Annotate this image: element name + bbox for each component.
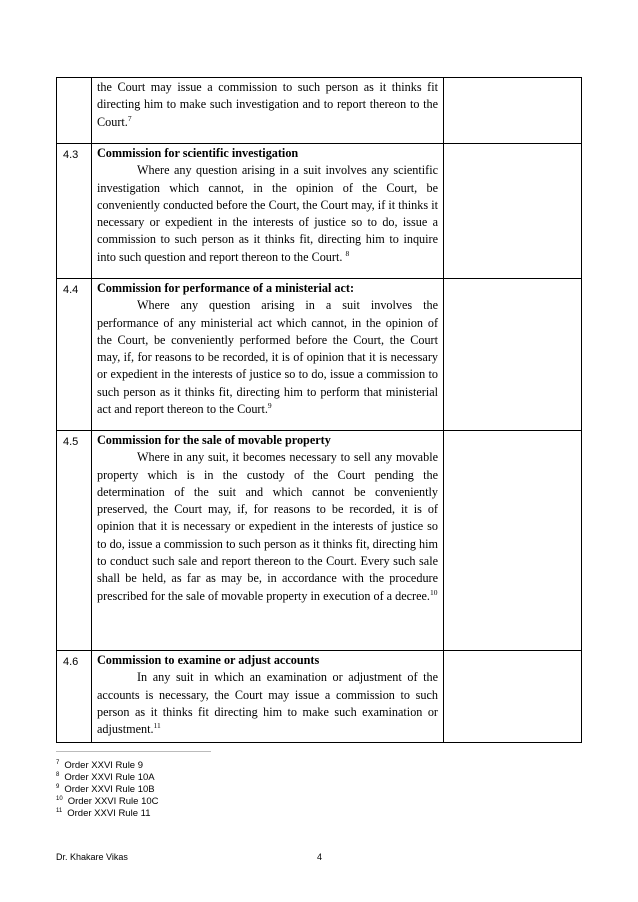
footnote-text: Order XXVI Rule 10C (67, 796, 159, 808)
table-row (57, 431, 582, 651)
footnote (56, 772, 159, 784)
footnote-ref[interactable]: 9 (267, 401, 272, 411)
table-row (57, 144, 582, 279)
footnote-ref[interactable]: 7 (127, 113, 132, 123)
footnote-ref[interactable]: 11 (153, 721, 161, 731)
section-heading: Commission to examine or adjust accounts (97, 653, 320, 667)
footnote-separator (56, 751, 211, 752)
section-body (92, 279, 444, 431)
footnote-ref[interactable]: 8 (345, 248, 350, 258)
footnote-number: 9 (56, 784, 60, 791)
footnote-ref[interactable]: 10 (429, 587, 438, 597)
footer-author: Dr. Khakare Vikas (56, 852, 128, 862)
section-number: 4.5 (57, 431, 92, 651)
section-heading: Commission for performance of a ministerial act: (97, 281, 355, 295)
section-body (92, 431, 444, 651)
section-body (92, 651, 444, 743)
remarks-cell (444, 144, 582, 279)
section-heading: Commission for the sale of movable property (97, 433, 331, 447)
section-text: In any suit in which an examination or adjustment of the accounts is necessary, the Court may issue a commission to such person as it thinks fit directing him to make such examination or adjustment. (97, 670, 438, 737)
table-row (57, 78, 582, 144)
section-number: 4.6 (57, 651, 92, 743)
remarks-cell (444, 431, 582, 651)
footnotes (56, 760, 159, 820)
footnote-number: 10 (56, 796, 63, 803)
section-text: Where any question arising in a suit involves any scientific investigation which cannot, in the opinion of the Court, be conveniently conducted before the Court, the Court may, if it thinks it necessary or expedient in the interests of justice so to do, issue a commission to such person as it thinks fit, directing him to inquire into such question and report thereon to the Court. (97, 163, 438, 264)
page-number: 4 (317, 852, 323, 862)
section-text: Where in any suit, it becomes necessary to sell any movable property which is in the custody of the Court pending the determination of the suit and which cannot be conveniently preserved, the Court may, if, for reasons to be recorded, it is of opinion that it is necessary or expedient in the interests of justice so to do, issue a commission to such person as it thinks fit, directing him to conduct such sale and report thereon to the Court. Every such sale shall be held, as far as may be, in accordance with the procedure prescribed for the sale of movable property in execution of a decree. (97, 450, 438, 603)
footnote-number: 8 (56, 772, 60, 779)
footnote (56, 796, 159, 808)
table-row (57, 279, 582, 431)
footnote-text: Order XXVI Rule 10B (64, 784, 155, 796)
section-number: 4.4 (57, 279, 92, 431)
footnote (56, 784, 159, 796)
section-body (92, 144, 444, 279)
footnote (56, 760, 159, 772)
footnote (56, 808, 159, 820)
footnote-text: Order XXVI Rule 11 (67, 808, 151, 820)
table-row (57, 651, 582, 743)
remarks-cell (444, 651, 582, 743)
footnote-number: 11 (56, 808, 63, 815)
section-body (92, 78, 444, 144)
footnote-text: Order XXVI Rule 9 (64, 760, 144, 771)
section-text: Where any question arising in a suit involves the performance of any ministerial act which cannot, in the opinion of the Court, be conveniently performed before the Court, the Court may, if, for reasons to be recorded, it is of opinion that it is necessary or expedient in the interests of justice so to do, issue a commission to such person as it thinks fit, directing him to perform that ministerial act and report thereon to the Court. (97, 298, 438, 417)
provisions-table (56, 77, 582, 743)
footnote-text: Order XXVI Rule 10A (64, 772, 155, 784)
section-number (57, 78, 92, 144)
section-number: 4.3 (57, 144, 92, 279)
section-text: the Court may issue a commission to such person as it thinks fit directing him to make such investigation and to report thereon to the Court. (97, 80, 438, 129)
remarks-cell (444, 78, 582, 144)
remarks-cell (444, 279, 582, 431)
section-heading: Commission for scientific investigation (97, 146, 299, 160)
footnote-number: 7 (56, 760, 60, 766)
